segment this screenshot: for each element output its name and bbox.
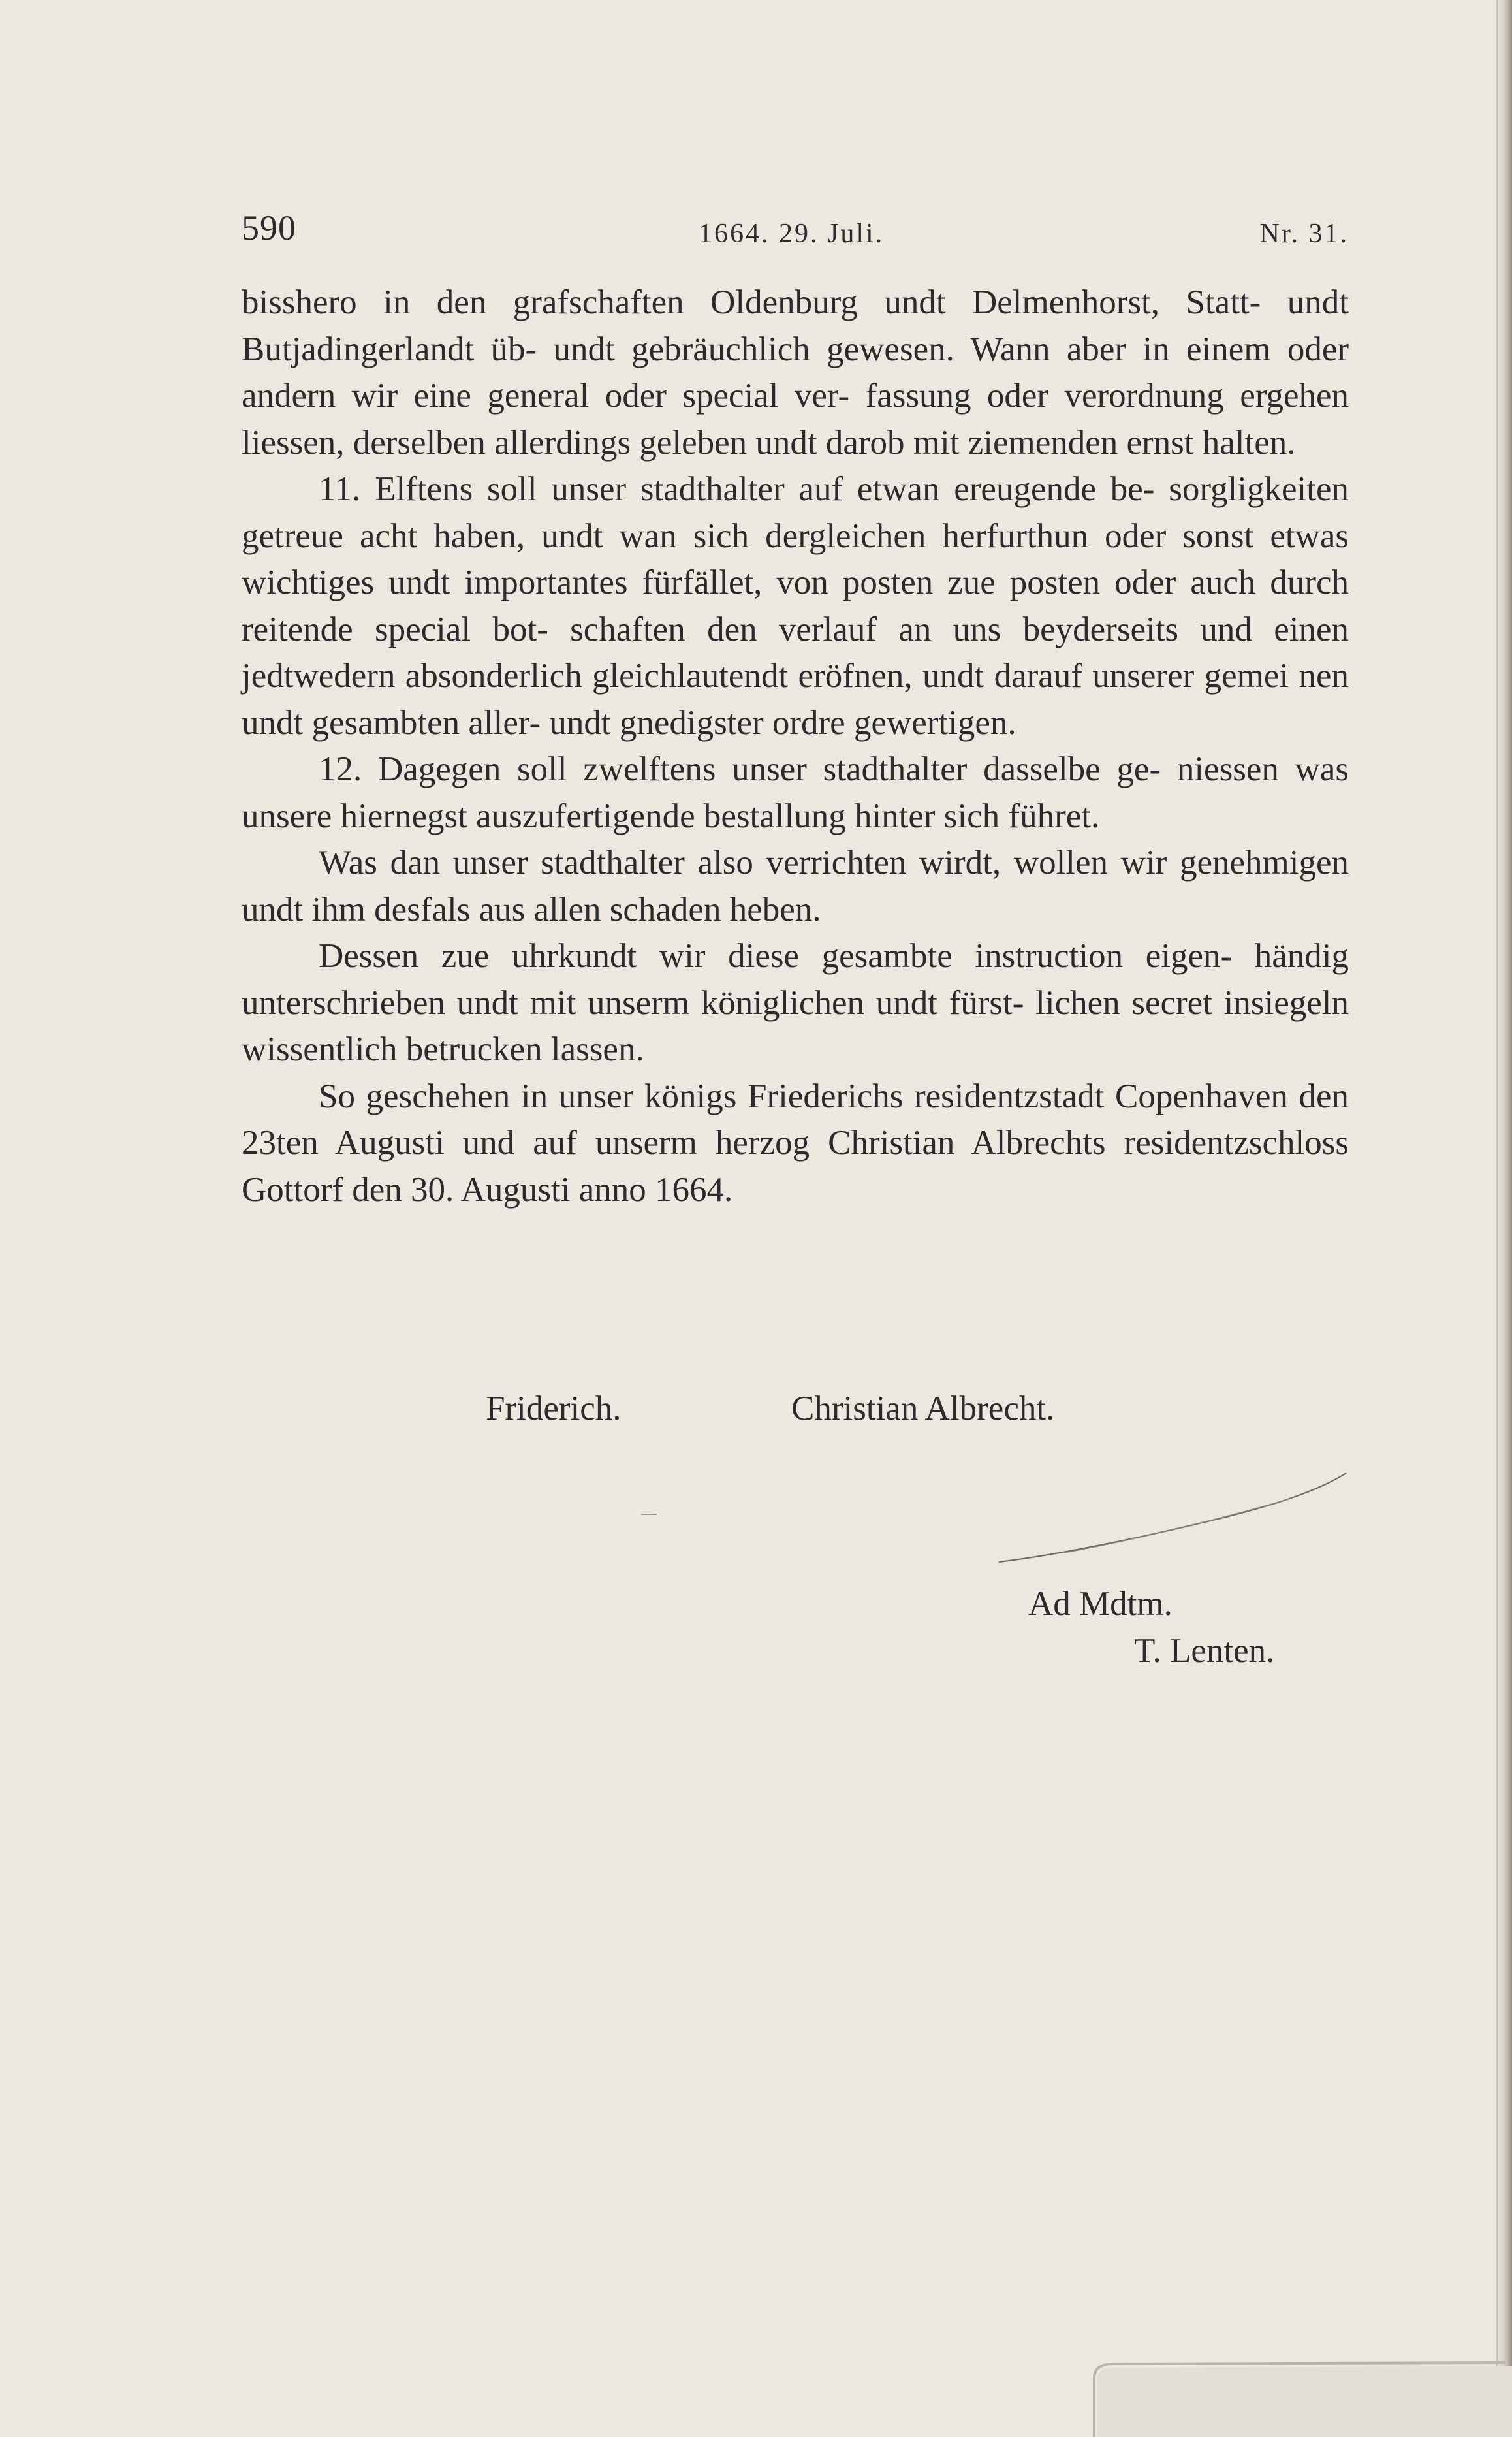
header-date: 1664. 29. Juli.: [699, 219, 885, 249]
signatures: [242, 1389, 1349, 1441]
body-text: [242, 279, 1349, 1213]
countersign-name: T. Lenten.: [1134, 1632, 1275, 1670]
page-edge: [1498, 0, 1512, 2437]
countersignature: [1028, 1580, 1274, 1674]
paragraph-approval: Was dan unser stadthalter also verrichten wirdt, wollen wir genehmigen undt ihm desfals aus allen schaden heben.: [242, 844, 1349, 929]
paragraph-attestation: Dessen zue uhrkundt wir diese gesambte instruction eigen- händig unterschrieben undt mit unserm königlichen undt fürst- lichen secret insiegeln wissentlich betrucken lassen.: [242, 937, 1349, 1068]
countersign-mandate: Ad Mdtm.: [1028, 1585, 1173, 1623]
paragraph-continuation: bisshero in den grafschaften Oldenburg undt Delmenhorst, Statt- undt Butjadingerlandt üb- undt gebräuchlich gewesen. Wann aber in einem oder andern wir eine general oder special ver- fassung oder verordnung ergehen liessen, derselben allerdings geleben undt darob mit ziemenden ernst halten.: [242, 283, 1349, 462]
document-number: Nr. 31.: [1259, 219, 1349, 249]
pen-flourish: [986, 1469, 1351, 1574]
paragraph-12: 12. Dagegen soll zwelftens unser stadthalter dasselbe ge- niessen was unsere hiernegst auszufertigende bestallung hinter sich führet.: [242, 750, 1349, 835]
page-header: [242, 208, 1349, 253]
flourish-stroke-2: [1064, 1498, 1293, 1553]
signature-friderich: Friderich.: [486, 1390, 622, 1427]
paragraph-11: 11. Elftens soll unser stadthalter auf etwan ereugende be- sorgligkeiten getreue acht haben, undt wan sich dergleichen herfurthun oder sonst etwas wichtiges undt importantes fürfället, von posten zue posten oder auch durch reitende special bot- schaften den verlauf an uns beyderseits und einen jedtwedern absonderlich gleichlautendt eröfnen, undt darauf unserer gemei nen undt gesambten aller- undt gnedigster ordre gewertigen.: [242, 470, 1349, 742]
paragraph-dating: So geschehen in unser königs Friederichs residentzstadt Copenhaven den 23ten Augusti und auf unserm herzog Christian Albrechts residentzschloss Gottorf den 30. Augusti anno 1664.: [242, 1077, 1349, 1209]
dash-mark: [641, 1514, 657, 1515]
page-corner-fill: [1097, 2366, 1512, 2437]
page-corner-shadow: [1055, 2359, 1512, 2437]
signature-christian-albrecht: Christian Albrecht.: [791, 1390, 1055, 1427]
page-number: 590: [242, 208, 296, 247]
flourish-stroke: [999, 1473, 1346, 1562]
